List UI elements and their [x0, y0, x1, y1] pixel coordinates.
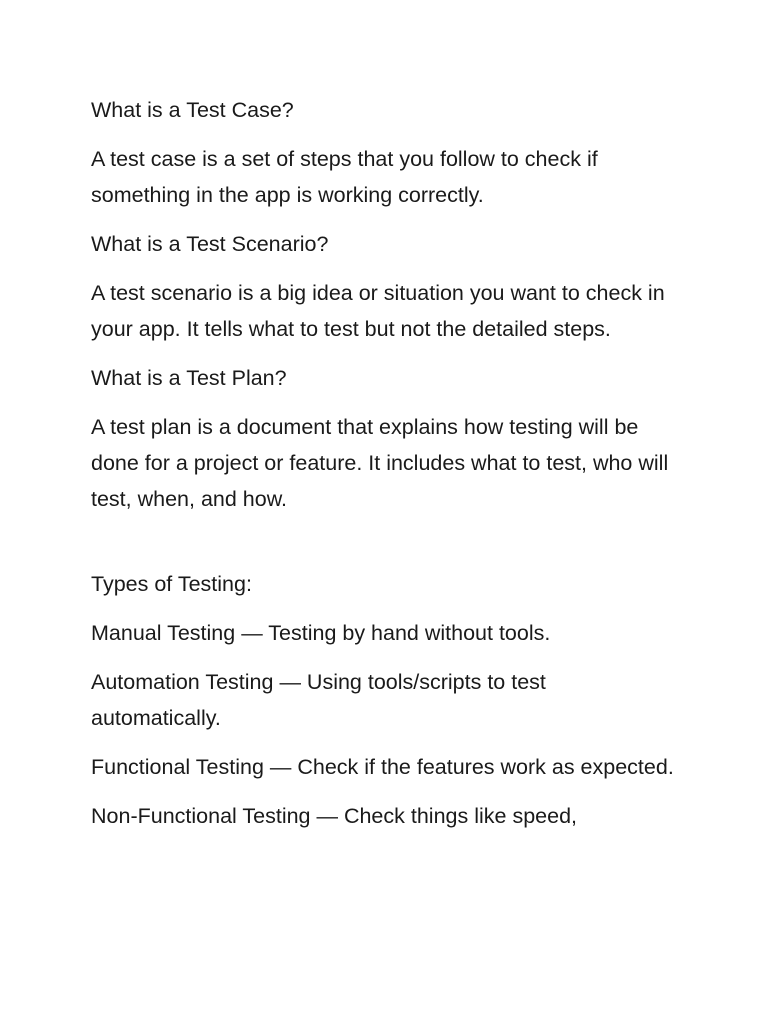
- type-item-non-functional: Non-Functional Testing — Check things like speed,: [91, 804, 577, 828]
- types-heading: Types of Testing:: [91, 572, 252, 596]
- type-item-manual: Manual Testing — Testing by hand without tools.: [91, 621, 551, 645]
- type-item-automation: Automation Testing — Using tools/scripts to test automatically.: [91, 670, 546, 730]
- question-test-scenario: What is a Test Scenario?: [91, 232, 329, 256]
- answer-test-plan: A test plan is a document that explains how testing will be done for a project or feature. It includes what to test, who will test, when, and how.: [91, 415, 669, 511]
- blank-line: [91, 530, 681, 566]
- question-test-plan: What is a Test Plan?: [91, 366, 287, 390]
- answer-test-scenario: A test scenario is a big idea or situation you want to check in your app. It tells what to test but not the detailed steps.: [91, 281, 665, 341]
- type-item-functional: Functional Testing — Check if the features work as expected.: [91, 755, 674, 779]
- document-body: [91, 92, 681, 847]
- answer-test-case: A test case is a set of steps that you follow to check if something in the app is working correctly.: [91, 147, 598, 207]
- question-test-case: What is a Test Case?: [91, 98, 294, 122]
